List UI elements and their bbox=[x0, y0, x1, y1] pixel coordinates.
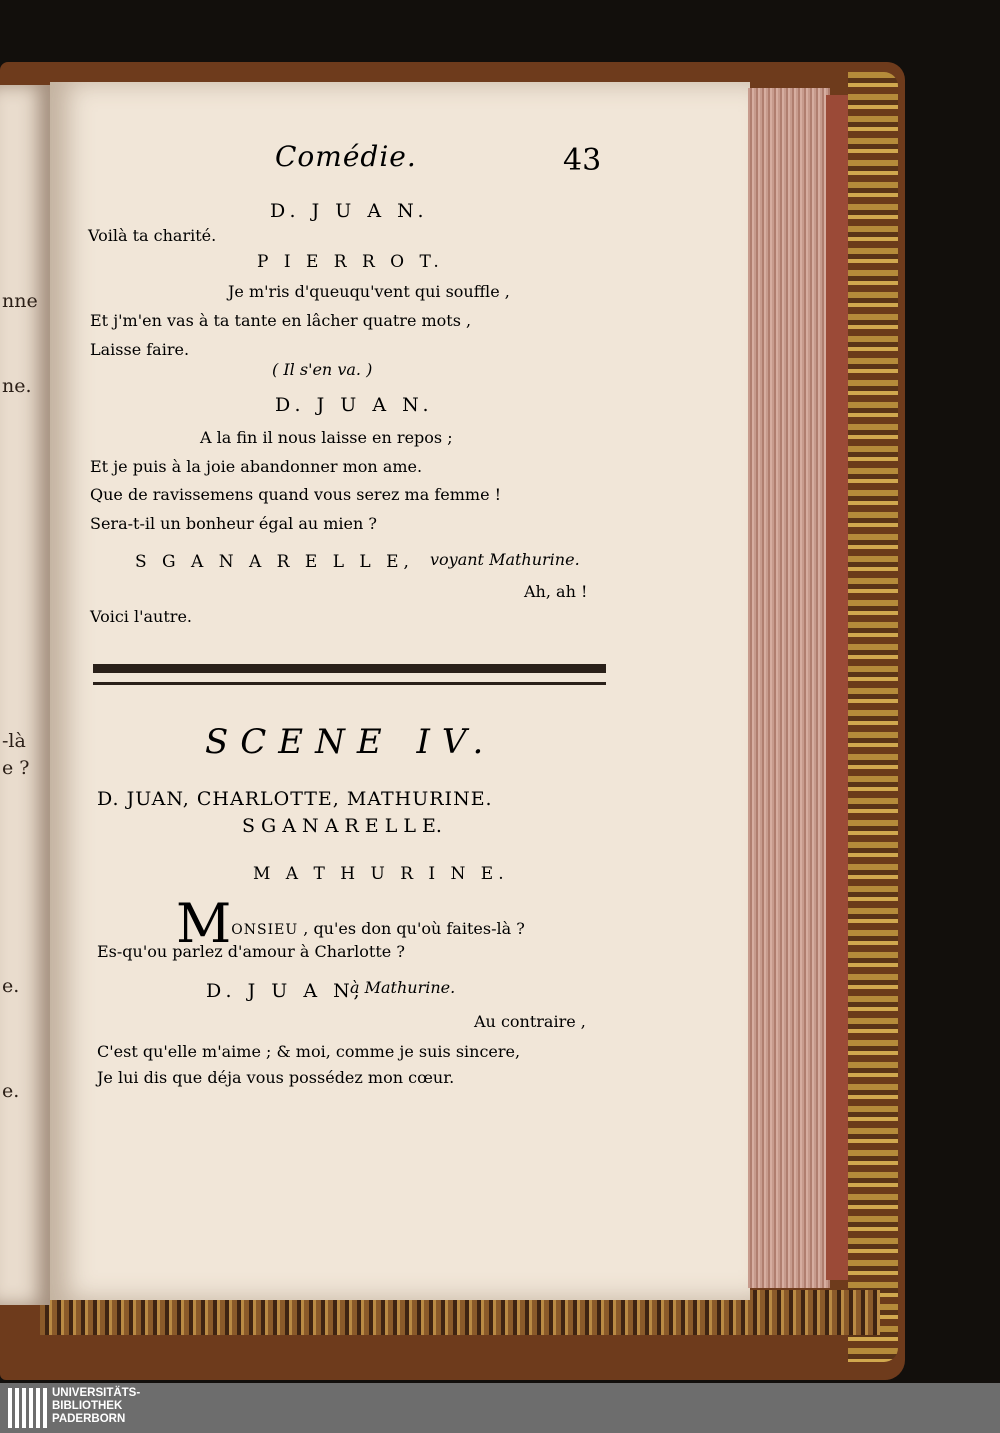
speaker-name: P I E R R O T. bbox=[257, 252, 444, 272]
speaker-name: M A T H U R I N E. bbox=[253, 864, 509, 884]
logo-line: BIBLIOTHEK bbox=[52, 1400, 123, 1412]
speaker-name: D. J U A N, bbox=[206, 980, 365, 1002]
drop-cap: M bbox=[176, 892, 232, 955]
verse-line: Je lui dis que déja vous possédez mon cœur. bbox=[97, 1068, 455, 1087]
verse-line: Au contraire , bbox=[474, 1012, 586, 1031]
character-list: S G A N A R E L L E. bbox=[242, 815, 442, 837]
logo-line: PADERBORN bbox=[52, 1413, 126, 1425]
character-list: D. JUAN, CHARLOTTE, MATHURINE. bbox=[97, 788, 493, 810]
thick-rule bbox=[93, 664, 606, 673]
left-page-fragment: ne. bbox=[2, 375, 32, 397]
page-edges-shadow bbox=[826, 95, 848, 1280]
scene-heading: SCENE IV. bbox=[205, 722, 496, 762]
left-page-fragment: e ? bbox=[2, 757, 30, 779]
library-logo-text bbox=[52, 1387, 140, 1426]
verse-line: Je m'ris d'queuqu'vent qui souffle , bbox=[228, 282, 510, 301]
speaker-name: D. J U A N. bbox=[275, 394, 434, 416]
left-page-fragment: -là bbox=[2, 730, 26, 752]
page-edges bbox=[748, 88, 830, 1288]
verse-line: Es-qu'ou parlez d'amour à Charlotte ? bbox=[97, 942, 405, 961]
verse-line-rest: , qu'es don qu'où faites-là ? bbox=[303, 919, 525, 938]
verse-line: Laisse faire. bbox=[90, 340, 190, 359]
stage-direction: à Mathurine. bbox=[350, 978, 456, 997]
verse-line: A la fin il nous laisse en repos ; bbox=[200, 428, 453, 447]
verse-line: Et je puis à la joie abandonner mon ame. bbox=[90, 457, 423, 476]
verse-line: Sera-t-il un bonheur égal au mien ? bbox=[90, 514, 377, 533]
thin-rule bbox=[93, 682, 606, 685]
running-title: Comédie. bbox=[275, 140, 417, 173]
left-page-fragment: e. bbox=[2, 1080, 20, 1102]
library-footer bbox=[0, 1383, 1000, 1433]
verse-line: Voici l'autre. bbox=[90, 607, 192, 626]
speaker-name: S G A N A R E L L E, bbox=[135, 552, 414, 572]
left-page-fragment: nne bbox=[2, 290, 38, 312]
left-page bbox=[0, 85, 50, 1305]
first-word: ONSIEU bbox=[231, 922, 299, 938]
stage-direction: ( Il s'en va. ) bbox=[272, 360, 373, 379]
speaker-name: D. J U A N. bbox=[270, 200, 429, 222]
gilt-cover-edge bbox=[848, 72, 898, 1362]
verse-line: C'est qu'elle m'aime ; & moi, comme je suis sincere, bbox=[97, 1042, 521, 1061]
logo-line: UNIVERSITÄTS- bbox=[52, 1387, 141, 1399]
library-logo-icon bbox=[8, 1388, 48, 1428]
verse-line: Ah, ah ! bbox=[524, 582, 588, 601]
verse-line: Voilà ta charité. bbox=[88, 226, 217, 245]
stage-direction: voyant Mathurine. bbox=[430, 550, 580, 569]
page-number: 43 bbox=[563, 143, 602, 178]
verse-line: Que de ravissemens quand vous serez ma femme ! bbox=[90, 485, 502, 504]
verse-line: Et j'm'en vas à ta tante en lâcher quatre mots , bbox=[90, 311, 472, 330]
left-page-fragment: e. bbox=[2, 975, 20, 997]
